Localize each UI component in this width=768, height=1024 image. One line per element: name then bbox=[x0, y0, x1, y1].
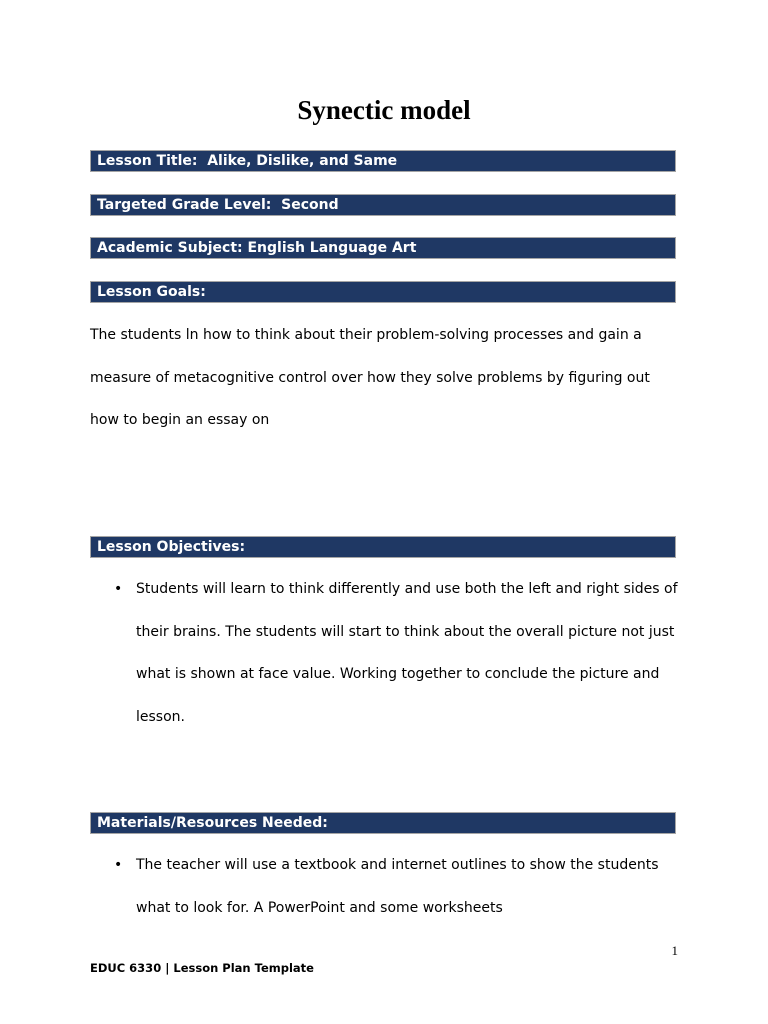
page-title: Synectic model bbox=[297, 95, 471, 125]
objectives-item-text: Students will learn to think differently and use both the left and right sides of their brains. The students will start to think about the overall picture not just what is shown at face value. Working together to conclude the picture and lesson. bbox=[136, 581, 678, 725]
bullet-icon: • bbox=[114, 581, 123, 597]
lesson-objectives-bar: Lesson Objectives: bbox=[90, 536, 676, 558]
lesson-title-bar: Lesson Title: Alike, Dislike, and Same bbox=[90, 150, 676, 172]
grade-level-bar: Targeted Grade Level: Second bbox=[90, 194, 676, 216]
lesson-goals-bar: Lesson Goals: bbox=[90, 281, 676, 303]
page-number: 1 bbox=[671, 943, 678, 958]
materials-item-text: The teacher will use a textbook and internet outlines to show the students what to look for. A PowerPoint and some worksheets bbox=[136, 857, 659, 916]
bullet-icon: • bbox=[114, 857, 123, 873]
academic-subject-bar: Academic Subject: English Language Art bbox=[90, 237, 676, 259]
lesson-goals-text: The students ln how to think about their problem-solving processes and gain a measure of metacognitive control over how they solve problems by figuring out how to begin an essay on bbox=[90, 327, 650, 428]
footer-text: EDUC 6330 | Lesson Plan Template bbox=[90, 961, 314, 975]
materials-resources-bar: Materials/Resources Needed: bbox=[90, 812, 676, 834]
